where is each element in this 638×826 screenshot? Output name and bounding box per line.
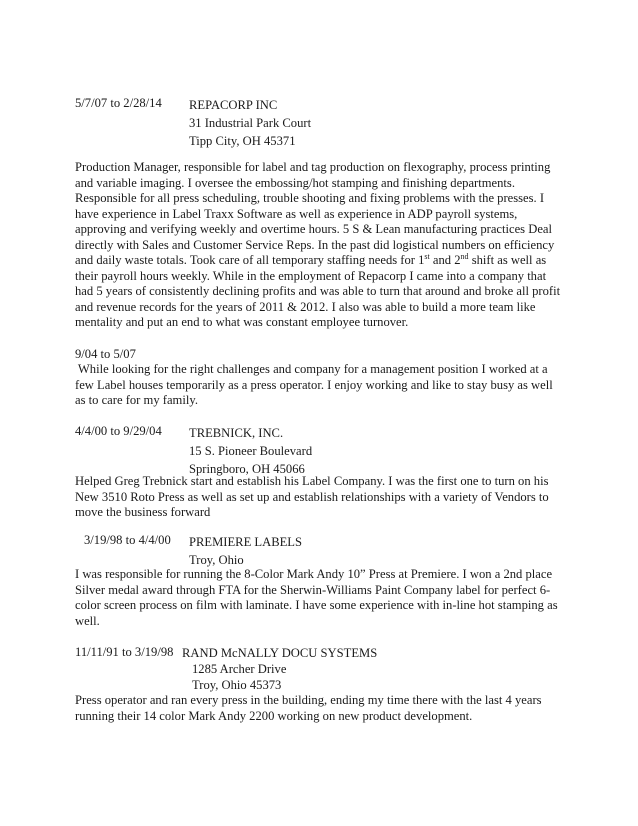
text-line: New 3510 Roto Press as well as set up and establish relationships with a variety of Vendors to xyxy=(75,489,549,504)
text-line: Silver medal award through FTA for the Sherwin-Williams Paint Company label for perfect 6- xyxy=(75,582,551,597)
entry-dates: 4/4/00 to 9/29/04 xyxy=(75,424,162,438)
text-span: and 2 xyxy=(429,253,461,267)
text-line: had 5 years of consistently declining profits and was able to turn that around and broke all profit xyxy=(75,284,561,298)
company-city: Tipp City, OH 45371 xyxy=(189,134,296,148)
company-name: PREMIERE LABELS xyxy=(189,535,302,549)
company-city: Springboro, OH 45066 xyxy=(189,462,305,476)
entry-dates: 5/7/07 to 2/28/14 xyxy=(75,96,162,110)
company-city: Troy, Ohio 45373 xyxy=(192,678,282,692)
text-line: running their 14 color Mark Andy 2200 working on new product development. xyxy=(75,708,473,723)
text-line: I was responsible for running the 8-Color Mark Andy 10” Press at Premiere. I won a 2nd place xyxy=(75,567,553,581)
text-line: and revenue records for the years of 2011 & 2012. I also was able to build a more team like xyxy=(75,299,536,314)
company-address xyxy=(189,424,312,478)
company-address xyxy=(189,533,302,569)
text-line: move the business forward xyxy=(75,505,211,519)
entry-dates xyxy=(75,645,173,661)
company-address xyxy=(182,645,377,693)
text-line: Helped Greg Trebnick start and establish his Label Company. I was the first one to turn on his xyxy=(75,474,549,488)
text-line: mentality and put an end to what was constant employee turnover. xyxy=(75,315,409,329)
entry-description xyxy=(75,160,567,331)
company-street: 1285 Archer Drive xyxy=(192,662,287,676)
text-line: Press operator and ran every press in the building, ending my time there with the last 4 years xyxy=(75,693,542,707)
company-name: TREBNICK, INC. xyxy=(189,426,284,440)
entry-description xyxy=(75,474,567,521)
text-line: directly with Sales and Customer Service Reps. In the past did logistical numbers on efficiency xyxy=(75,237,555,252)
entry-description xyxy=(75,567,567,629)
company-name: REPACORP INC xyxy=(189,98,278,112)
text-line: and variable imaging. I oversee the embossing/hot stamping and finishing departments. xyxy=(75,175,515,190)
text-line xyxy=(75,253,567,269)
text-line: their payroll hours weekly. While in the employment of Repacorp I came into a company that xyxy=(75,268,547,283)
text-line: color screen process on film with laminate. I have some experience with in-line hot stamping as xyxy=(75,598,558,612)
superscript: nd xyxy=(460,251,469,261)
company-street: 31 Industrial Park Court xyxy=(189,116,312,130)
entry-description xyxy=(75,693,567,724)
entry-description xyxy=(75,362,567,409)
text-line: well. xyxy=(75,613,100,628)
text-span: shift as well as xyxy=(468,253,547,267)
superscript: st xyxy=(424,251,430,261)
text-line: as to care for my family. xyxy=(75,393,198,407)
text-line: have experience in Label Traxx Software as well as experience in ADP payroll systems, xyxy=(75,206,518,221)
entry-dates: 9/04 to 5/07 xyxy=(75,347,136,361)
text-line: approving and verifying weekly and overtime hours. 5 S & Lean manufacturing practices Deal xyxy=(75,222,553,236)
company-address xyxy=(189,96,311,150)
text-span: and daily waste totals. Took care of all temporary staffing needs for 1 xyxy=(75,253,425,267)
company-name: RAND McNALLY DOCU SYSTEMS xyxy=(182,646,378,660)
entry-dates: 3/19/98 to 4/4/00 xyxy=(84,533,171,547)
text-line: few Label houses temporarily as a press operator. I enjoy working and like to stay busy as well xyxy=(75,377,553,392)
company-street: 15 S. Pioneer Boulevard xyxy=(189,444,313,458)
text-line: While looking for the right challenges and company for a management position I worked at a xyxy=(75,362,548,376)
company-city: Troy, Ohio xyxy=(189,553,244,567)
text-line: Production Manager, responsible for label and tag production on flexography, process printing xyxy=(75,160,551,174)
text-line: Responsible for all press scheduling, trouble shooting and fixing problems with the presses. I xyxy=(75,191,545,205)
entry-dates-text: 11/11/91 to 3/19/98 xyxy=(75,645,174,659)
